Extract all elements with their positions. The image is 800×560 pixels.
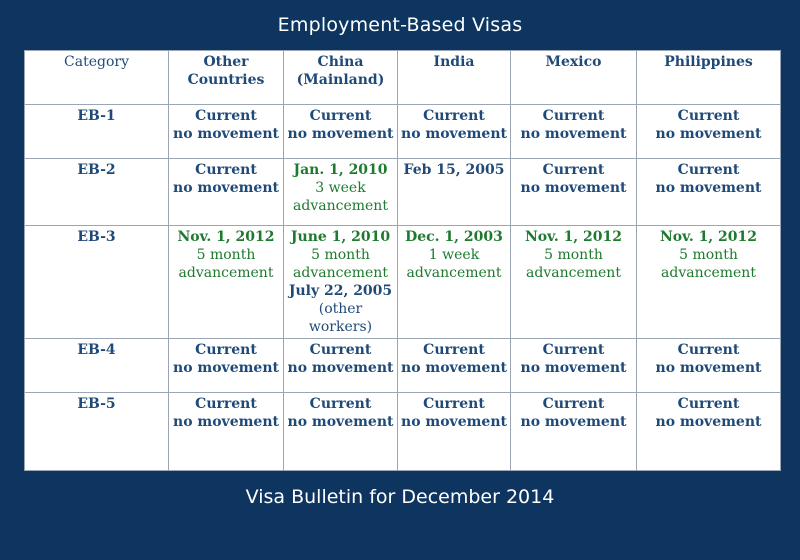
status-detail: no movement <box>287 360 394 376</box>
status-detail: no movement <box>520 126 627 142</box>
status-primary: Current <box>677 396 740 412</box>
cell-other-countries <box>169 226 284 339</box>
status-primary: Feb 15, 2005 <box>403 162 505 178</box>
column-header-other-countries: Other Countries <box>169 51 284 105</box>
cell-philippines <box>637 226 781 339</box>
table-row <box>25 226 781 339</box>
status-detail: 5 month advancement <box>178 247 274 281</box>
status-primary: Current <box>195 396 257 412</box>
cell-mexico <box>511 159 637 226</box>
status-primary: Nov. 1, 2012 <box>177 229 275 245</box>
column-header-philippines: Philippines <box>637 51 781 105</box>
status-secondary-date: July 22, 2005 <box>288 283 393 299</box>
status-primary: Jan. 1, 2010 <box>293 162 388 178</box>
cell-china <box>284 226 398 339</box>
status-primary: Current <box>677 342 740 358</box>
status-primary: Current <box>542 108 605 124</box>
cell-china <box>284 393 398 471</box>
status-primary: Nov. 1, 2012 <box>524 229 623 245</box>
row-category-label: EB-2 <box>25 159 169 226</box>
cell-philippines <box>637 393 781 471</box>
status-detail: no movement <box>655 126 762 142</box>
cell-mexico <box>511 393 637 471</box>
cell-china <box>284 105 398 159</box>
status-detail: no movement <box>173 414 279 430</box>
cell-mexico <box>511 339 637 393</box>
status-primary: Current <box>542 162 605 178</box>
status-primary: Current <box>195 108 257 124</box>
status-detail: no movement <box>655 360 762 376</box>
status-primary: Current <box>423 342 485 358</box>
status-detail: no movement <box>173 360 279 376</box>
row-category-label: EB-5 <box>25 393 169 471</box>
cell-other-countries <box>169 159 284 226</box>
status-detail: no movement <box>287 126 394 142</box>
status-primary: Current <box>423 108 485 124</box>
status-detail: no movement <box>520 414 627 430</box>
status-note: (other workers) <box>308 301 373 335</box>
status-primary: Current <box>677 162 740 178</box>
bulletin-caption: Visa Bulletin for December 2014 <box>245 486 555 508</box>
status-primary: Current <box>677 108 740 124</box>
status-primary: Current <box>423 396 485 412</box>
status-detail: no movement <box>401 360 507 376</box>
cell-other-countries <box>169 393 284 471</box>
status-detail: 1 week advancement <box>406 247 502 281</box>
cell-other-countries <box>169 105 284 159</box>
status-detail: no movement <box>173 180 279 196</box>
cell-india <box>398 339 511 393</box>
cell-india <box>398 159 511 226</box>
cell-philippines <box>637 105 781 159</box>
cell-philippines <box>637 339 781 393</box>
status-primary: Dec. 1, 2003 <box>405 229 503 245</box>
cell-india <box>398 105 511 159</box>
cell-mexico <box>511 226 637 339</box>
status-primary: Current <box>309 396 372 412</box>
cell-china <box>284 159 398 226</box>
cell-india <box>398 226 511 339</box>
status-detail: no movement <box>401 126 507 142</box>
status-primary: Current <box>195 342 257 358</box>
status-primary: Current <box>309 342 372 358</box>
status-detail: no movement <box>173 126 279 142</box>
visa-bulletin-table <box>24 50 781 471</box>
cell-china <box>284 339 398 393</box>
table-row <box>25 159 781 226</box>
row-category-label: EB-3 <box>25 226 169 339</box>
status-detail: no movement <box>287 414 394 430</box>
table-row <box>25 393 781 471</box>
status-primary: Current <box>542 342 605 358</box>
status-detail: 5 month advancement <box>661 247 756 281</box>
status-detail: no movement <box>655 180 762 196</box>
status-detail: 5 month advancement <box>526 247 621 281</box>
status-primary: Nov. 1, 2012 <box>659 229 758 245</box>
cell-mexico <box>511 105 637 159</box>
status-detail: no movement <box>520 180 627 196</box>
cell-philippines <box>637 159 781 226</box>
cell-india <box>398 393 511 471</box>
header-row <box>25 51 781 105</box>
column-header-china: China (Mainland) <box>284 51 398 105</box>
status-primary: Current <box>195 162 257 178</box>
column-header-india: India <box>398 51 511 105</box>
column-header-category: Category <box>25 51 169 105</box>
status-primary: June 1, 2010 <box>290 229 391 245</box>
cell-other-countries <box>169 339 284 393</box>
row-category-label: EB-4 <box>25 339 169 393</box>
row-category-label: EB-1 <box>25 105 169 159</box>
status-primary: Current <box>309 108 372 124</box>
status-primary: Current <box>542 396 605 412</box>
status-detail: no movement <box>401 414 507 430</box>
table-row <box>25 339 781 393</box>
status-detail: no movement <box>655 414 762 430</box>
status-detail: 3 week advancement <box>293 180 388 214</box>
status-detail: 5 month advancement <box>293 247 388 281</box>
table-row <box>25 105 781 159</box>
column-header-mexico: Mexico <box>511 51 637 105</box>
status-detail: no movement <box>520 360 627 376</box>
page-title: Employment-Based Visas <box>277 14 523 36</box>
